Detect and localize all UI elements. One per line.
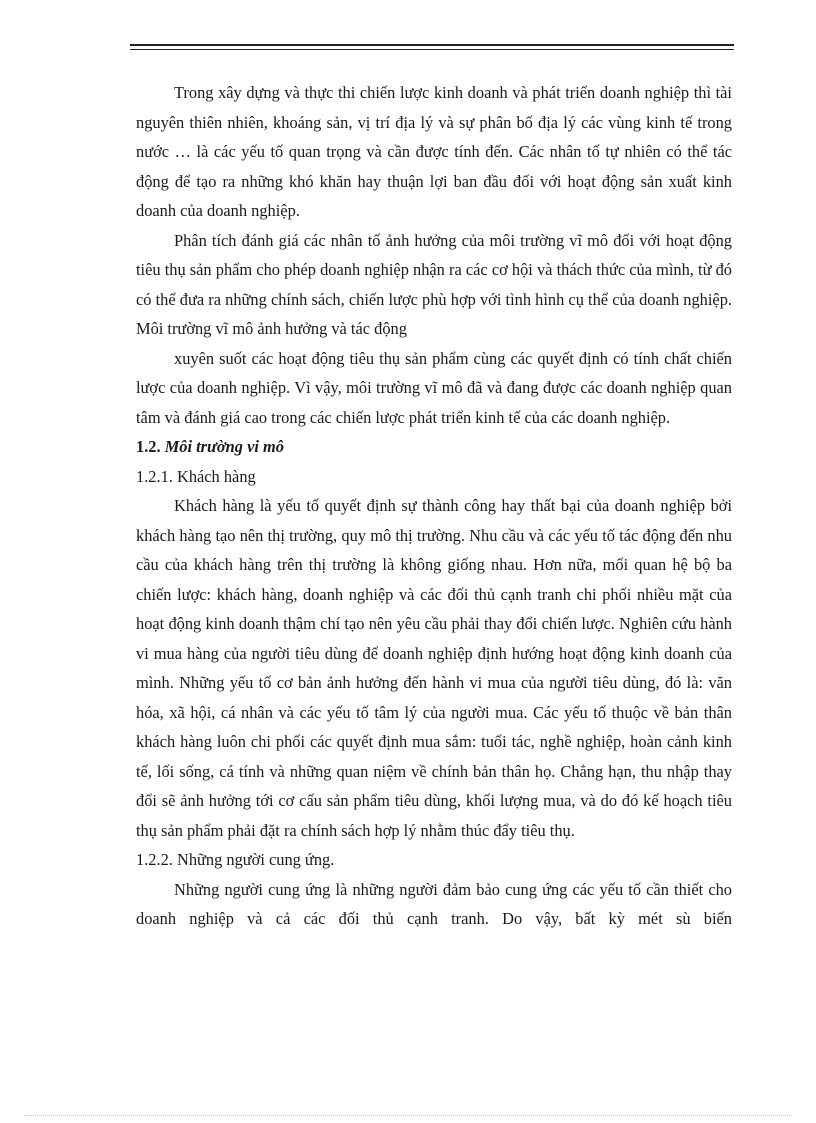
section-number: 1.2.: [136, 437, 161, 456]
paragraph: Khách hàng là yếu tố quyết định sự thành công hay thất bại của doanh nghiệp bởi khách hàng tạo nên thị trường, quy mô thị trường. Nhu cầu và các yếu tố tác động đến nhu cầu của khách hàng trên thị trường là không giống nhau. Hơn nữa, mối quan hệ bộ ba chiến lược: khách hàng, doanh nghiệp và các đối thủ cạnh tranh chi phối nhiều mặt của hoạt động kinh doanh thậm chí tạo nên yêu cầu phải thay đổi chiến lược. Nghiên cứu hành vi mua hàng của người tiêu dùng để doanh nghiệp định hướng hoạt động kinh doanh của mình. Những yếu tố cơ bản ảnh hưởng đến hành vi mua của người tiêu dùng, đó là: văn hóa, xã hội, cá nhân và các yếu tố tâm lý của người mua. Các yếu tố thuộc về bản thân khách hàng luôn chi phối các quyết định mua sắm: tuổi tác, nghề nghiệp, hoàn cảnh kinh tế, lối sống, cá tính và những quan niệm về chính bản thân họ. Chẳng hạn, thu nhập thay đổi sẽ ảnh hưởng tới cơ cấu sản phẩm tiêu dùng, khối lượng mua, và do đó kế hoạch tiêu thụ sản phẩm phải đặt ra chính sách hợp lý nhằm thúc đẩy tiêu thụ.: [136, 496, 732, 840]
header-rule-thick: [130, 44, 734, 46]
paragraph: xuyên suốt các hoạt động tiêu thụ sản phẩm cùng các quyết định có tính chất chiến lược của doanh nghiệp. Vì vậy, môi trường vĩ mô đã và đang được các doanh nghiệp quan tâm và đánh giá cao trong các chiến lược phát triển kinh tế của các doanh nghiệp.: [136, 348, 732, 427]
footer-dotted-line: [24, 1115, 792, 1116]
paragraph: Trong xây dựng và thực thi chiến lược kinh doanh và phát triển doanh nghiệp thì tài nguyên thiên nhiên, khoáng sản, vị trí địa lý và sự phân bố địa lý các vùng kinh tế trong nước … là các yếu tố quan trọng và cần được tính đến. Các nhân tố tự nhiên có thể tác động để tạo ra những khó khăn hay thuận lợi ban đầu đối với hoạt động sản xuất kinh doanh của doanh nghiệp.: [136, 83, 732, 220]
subsection-heading: 1.2.2. Những người cung ứng.: [136, 850, 335, 869]
header-rule-thin: [130, 49, 734, 50]
section-title: Môi trường vi mô: [164, 437, 284, 456]
page-body: [136, 78, 732, 934]
paragraph: Phân tích đánh giá các nhân tố ảnh hưởng của môi trường vĩ mô đối với hoạt động tiêu thụ sản phẩm cho phép doanh nghiệp nhận ra các cơ hội và thách thức của mình, từ đó có thể đưa ra những chính sách, chiến lược phù hợp với tình hình cụ thể của doanh nghiệp. Môi trường vĩ mô ảnh hưởng và tác động: [136, 230, 732, 338]
subsection-heading: 1.2.1. Khách hàng: [136, 466, 256, 486]
section-heading: [136, 432, 732, 462]
paragraph: Những người cung ứng là những người đảm bảo cung ứng các yếu tố cần thiết cho doanh nghiệp và cả các đối thủ cạnh tranh. Do vậy, bất kỳ mét sù biến: [136, 879, 732, 928]
